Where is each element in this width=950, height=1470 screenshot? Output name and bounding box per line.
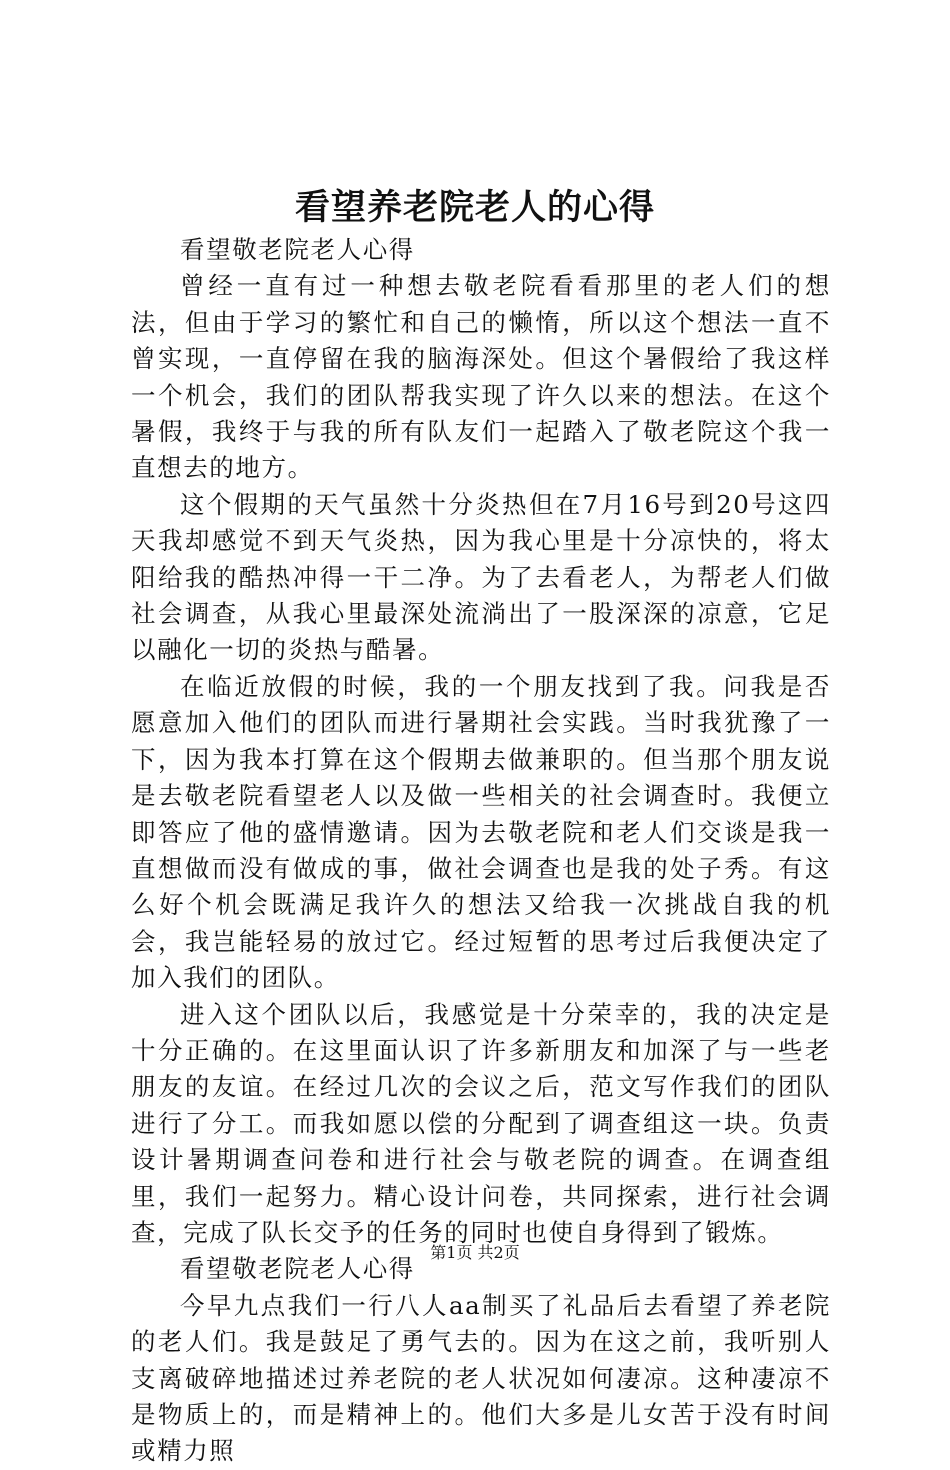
page-number-footer: 第1页 共2页 xyxy=(430,1243,520,1262)
body-paragraph: 曾经一直有过一种想去敬老院看看那里的老人们的想法，但由于学习的繁忙和自己的懒惰，所以这个想法一直不曾实现，一直停留在我的脑海深处。但这个暑假给了我这样一个机会，我们的团队帮我实现了许久以来的想法。在这个暑假，我终于与我的所有队友们一起踏入了敬老院这个我一直想去的地方。 xyxy=(131,271,831,483)
body-paragraph: 在临近放假的时候，我的一个朋友找到了我。问我是否愿意加入他们的团队而进行暑期社会实践。当时我犹豫了一下，因为我本打算在这个假期去做兼职的。但当那个朋友说是去敬老院看望老人以及做一些相关的社会调查时。我便立即答应了他的盛情邀请。因为去敬老院和老人们交谈是我一直想做而没有做成的事，做社会调查也是我的处子秀。有这么好个机会既满足我许久的想法又给我一次挑战自我的机会，我岂能轻易的放过它。经过短暂的思考过后我便决定了加入我们的团队。 xyxy=(131,671,831,993)
body-paragraph: 进入这个团队以后，我感觉是十分荣幸的，我的决定是十分正确的。在这里面认识了许多新朋友和加深了与一些老朋友的友谊。在经过几次的会议之后，范文写作我们的团队进行了分工。而我如愿以偿的分配到了调查组这一块。负责设计暑期调查问卷和进行社会与敬老院的调查。在调查组里，我们一起努力。精心设计问卷，共同探索，进行社会调查，完成了队长交予的任务的同时也使自身得到了锻炼。 xyxy=(131,999,831,1247)
document-body xyxy=(131,232,831,1470)
body-paragraph: 今早九点我们一行八人aa制买了礼品后去看望了养老院的老人们。我是鼓足了勇气去的。因为在这之前，我听别人支离破碎地描述过养老院的老人状况如何凄凉。这种凄凉不是物质上的，而是精神上的。他们大多是儿女苦于没有时间或精力照 xyxy=(131,1290,831,1466)
body-paragraph: 这个假期的天气虽然十分炎热但在7月16号到20号这四天我却感觉不到天气炎热，因为我心里是十分凉快的，将太阳给我的酷热冲得一干二净。为了去看老人，为帮老人们做社会调查，从我心里最深处流淌出了一股深深的凉意，它足以融化一切的炎热与酷暑。 xyxy=(131,489,831,665)
document-title: 看望养老院老人的心得 xyxy=(294,187,655,228)
body-paragraph: 看望敬老院老人心得 xyxy=(180,1254,415,1284)
body-paragraph: 看望敬老院老人心得 xyxy=(180,235,415,264)
